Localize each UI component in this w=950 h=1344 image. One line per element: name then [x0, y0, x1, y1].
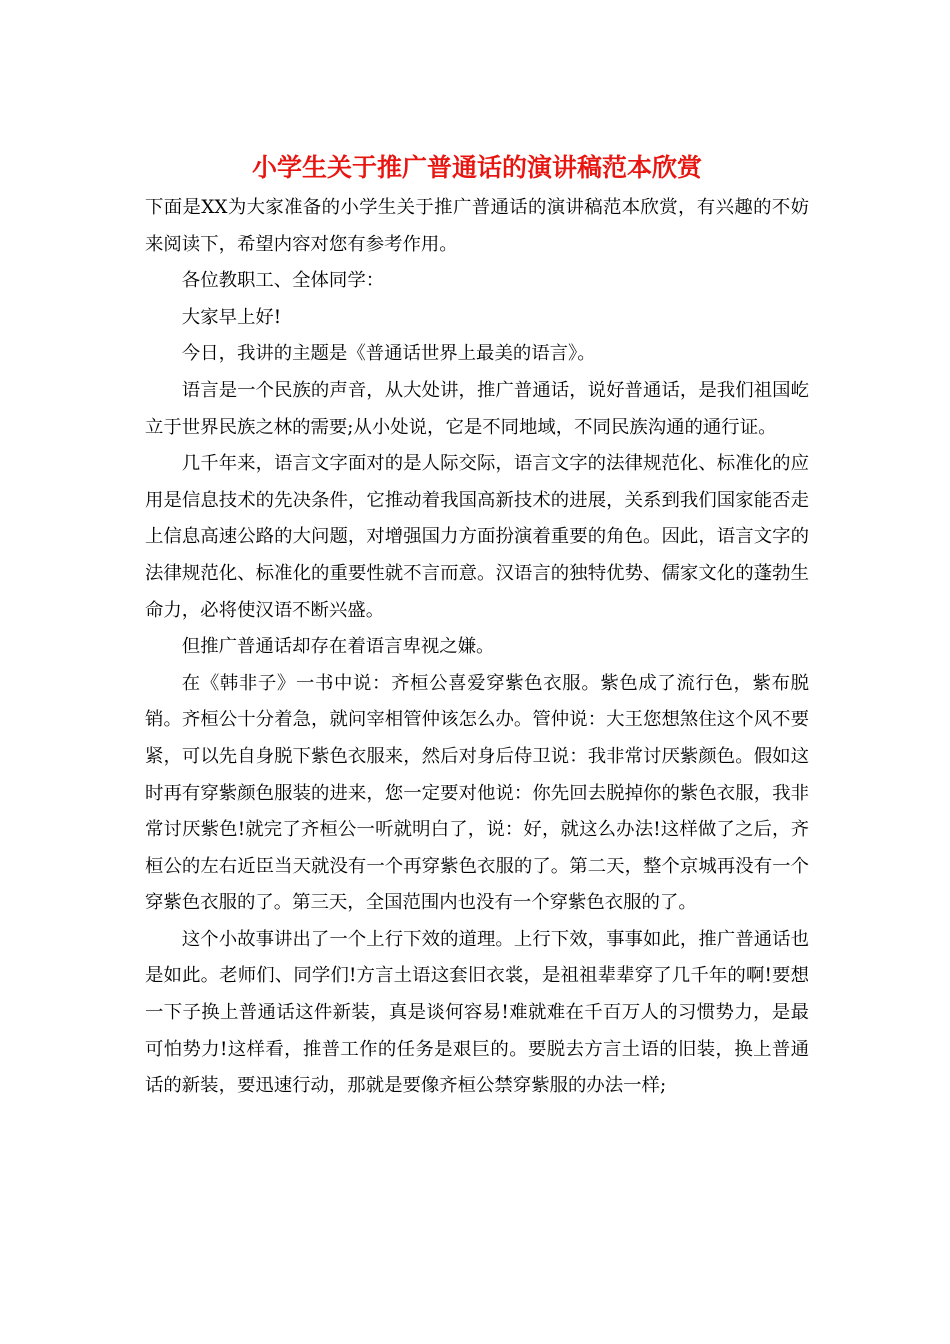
body-paragraph: 这个小故事讲出了一个上行下效的道理。上行下效，事事如此，推广普通话也是如此。老师们、同学们!方言土语这套旧衣裳，是祖祖辈辈穿了几千年的啊!要想一下子换上普通话这件新装，真是谈何容易!难就难在千百万人的习惯势力，是最可怕势力!这样看，推普工作的任务是艰巨的。要脱去方言土语的旧装，换上普通话的新装，要迅速行动，那就是要像齐桓公禁穿紫服的办法一样; [145, 928, 809, 1097]
story-paragraph: 在《韩非子》一书中说：齐桓公喜爱穿紫色衣服。紫色成了流行色，紫布脱销。齐桓公十分着急，就问宰相管仲该怎么办。管仲说：大王您想煞住这个风不要紧，可以先自身脱下紫色衣服来，然后对身后侍卫说：我非常讨厌紫颜色。假如这时再有穿紫颜色服装的进来，您一定要对他说：你先回去脱掉你的紫色衣服，我非常讨厌紫色!就完了齐桓公一听就明白了，说：好，就这么办法!这样做了之后，齐桓公的左右近臣当天就没有一个再穿紫色衣服的了。第二天，整个京城再没有一个穿紫色衣服的了。第三天，全国范围内也没有一个穿紫色衣服的了。 [145, 672, 809, 914]
body-paragraph: 语言是一个民族的声音，从大处讲，推广普通话，说好普通话，是我们祖国屹立于世界民族之林的需要;从小处说，它是不同地域，不同民族沟通的通行证。 [145, 379, 809, 438]
topic-paragraph: 今日，我讲的主题是《普通话世界上最美的语言》。 [181, 343, 596, 365]
document-body [145, 146, 809, 1105]
body-paragraph: 但推广普通话却存在着语言卑视之嫌。 [181, 636, 495, 658]
document-title: 小学生关于推广普通话的演讲稿范本欣赏 [251, 153, 702, 182]
greeting-salutation: 各位教职工、全体同学： [181, 270, 385, 292]
greeting-line: 大家早上好! [181, 306, 282, 328]
body-paragraph: 几千年来，语言文字面对的是人际交际，语言文字的法律规范化、标准化的应用是信息技术的先决条件，它推动着我国高新技术的进展，关系到我们国家能否走上信息高速公路的大问题，对增强国力方面扮演着重要的角色。因此，语言文字的法律规范化、标准化的重要性就不言而意。汉语言的独特优势、儒家文化的蓬勃生命力，必将使汉语不断兴盛。 [145, 453, 809, 621]
intro-paragraph: 下面是XX为大家准备的小学生关于推广普通话的演讲稿范本欣赏，有兴趣的不妨来阅读下，希望内容对您有参考作用。 [145, 197, 809, 255]
